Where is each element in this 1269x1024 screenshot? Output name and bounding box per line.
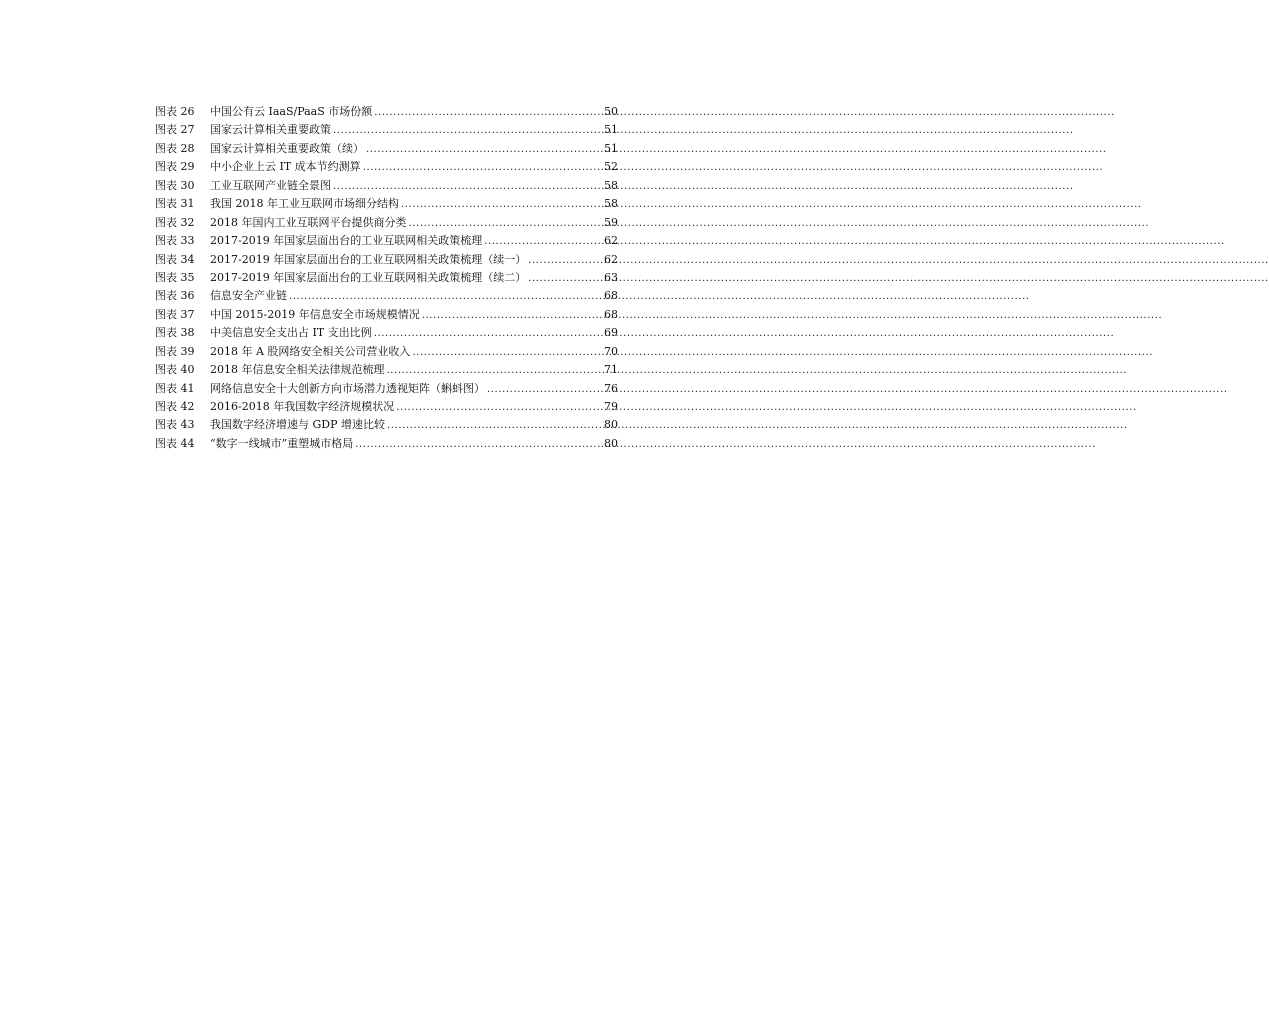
figure-label: 图表 37 (155, 307, 195, 321)
page-number: 80 (604, 418, 618, 432)
page-number: 68 (604, 289, 618, 303)
dot-leader (333, 177, 602, 196)
toc-entry-35[interactable] (155, 269, 618, 287)
page-number: 58 (604, 197, 618, 211)
figure-label: 图表 30 (155, 178, 195, 192)
figure-title: 工业互联网产业链全景图 (210, 178, 331, 192)
figure-title: 我国数字经济增速与 GDP 增速比较 (210, 418, 385, 432)
page-number: 62 (604, 234, 618, 248)
page-number: 69 (604, 326, 618, 340)
figure-label: 图表 26 (155, 105, 195, 118)
figure-title: “数字一线城市”重塑城市格局 (210, 436, 354, 450)
figure-title: 网络信息安全十大创新方向市场潜力透视矩阵（蝌蚪图） (210, 381, 485, 395)
figure-label: 图表 32 (155, 215, 195, 229)
figure-label: 图表 36 (155, 289, 195, 303)
dot-leader (409, 214, 603, 233)
figure-label: 图表 27 (155, 123, 195, 137)
toc-entry-38[interactable] (155, 324, 618, 342)
page-number: 59 (604, 215, 618, 229)
page-number: 71 (604, 363, 618, 377)
toc-entry-29[interactable] (155, 158, 618, 176)
dot-leader (363, 158, 602, 177)
dot-leader (366, 140, 602, 159)
figure-label: 图表 40 (155, 363, 195, 377)
dot-leader (387, 416, 602, 435)
toc-entry-39[interactable] (155, 343, 618, 361)
figure-title: 中美信息安全支出占 IT 支出比例 (210, 326, 372, 340)
dot-leader (374, 103, 602, 122)
toc-entry-34[interactable] (155, 251, 618, 269)
toc-entry-36[interactable] (155, 287, 618, 305)
dot-leader (422, 306, 602, 325)
dot-leader (333, 121, 602, 140)
figure-label: 图表 33 (155, 234, 195, 248)
figure-label: 图表 43 (155, 418, 195, 432)
dot-leader (374, 324, 602, 343)
page-number: 51 (604, 141, 618, 155)
list-of-figures (155, 103, 618, 453)
figure-label: 图表 41 (155, 381, 195, 395)
toc-entry-37[interactable] (155, 306, 618, 324)
toc-entry-26[interactable] (155, 103, 618, 121)
figure-title: 中小企业上云 IT 成本节约测算 (210, 160, 361, 174)
dot-leader (412, 343, 602, 362)
page-number: 79 (604, 400, 618, 413)
dot-leader (355, 435, 602, 454)
page-number: 76 (604, 381, 618, 395)
toc-entry-41[interactable] (155, 380, 618, 398)
toc-entry-27[interactable] (155, 121, 618, 139)
toc-entry-32[interactable] (155, 214, 618, 232)
figure-label: 图表 29 (155, 160, 195, 174)
dot-leader (528, 269, 602, 288)
figure-title: 国家云计算相关重要政策（续） (210, 141, 364, 155)
dot-leader (401, 195, 602, 214)
page-number: 63 (604, 270, 618, 284)
toc-entry-40[interactable] (155, 361, 618, 379)
figure-title: 中国公有云 IaaS/PaaS 市场份额 (210, 105, 373, 118)
figure-label: 图表 42 (155, 400, 195, 413)
dot-leader (396, 398, 602, 417)
figure-label: 图表 34 (155, 252, 195, 266)
figure-title: 我国 2018 年工业互联网市场细分结构 (210, 197, 399, 211)
figure-title: 信息安全产业链 (210, 289, 287, 303)
figure-title: 2017-2019 年国家层面出台的工业互联网相关政策梳理（续一） (210, 252, 527, 266)
page-number: 50 (604, 105, 618, 118)
figure-title: 国家云计算相关重要政策 (210, 123, 331, 137)
figure-label: 图表 28 (155, 141, 195, 155)
toc-entry-28[interactable] (155, 140, 618, 158)
figure-title: 2018 年国内工业互联网平台提供商分类 (210, 215, 407, 229)
toc-entry-31[interactable] (155, 195, 618, 213)
figure-label: 图表 38 (155, 326, 195, 340)
dot-leader (289, 287, 602, 306)
toc-entry-30[interactable] (155, 177, 618, 195)
page-number: 58 (604, 178, 618, 192)
page-number: 70 (604, 344, 618, 358)
figure-label: 图表 44 (155, 436, 195, 450)
toc-entry-43[interactable] (155, 416, 618, 434)
page-number: 68 (604, 307, 618, 321)
dot-leader (387, 361, 603, 380)
figure-title: 2017-2019 年国家层面出台的工业互联网相关政策梳理 (210, 234, 483, 248)
page-number: 51 (604, 123, 618, 137)
dot-leader (528, 251, 602, 270)
figure-title: 2017-2019 年国家层面出台的工业互联网相关政策梳理（续二） (210, 270, 527, 284)
toc-entry-44[interactable] (155, 435, 618, 453)
figure-label: 图表 31 (155, 197, 195, 211)
figure-title: 中国 2015-2019 年信息安全市场规模情况 (210, 307, 420, 321)
dot-leader (484, 232, 602, 251)
figure-label: 图表 35 (155, 270, 195, 284)
figure-title: 2018 年 A 股网络安全相关公司营业收入 (210, 344, 411, 358)
figure-title: 2018 年信息安全相关法律规范梳理 (210, 363, 385, 377)
page-number: 80 (604, 436, 618, 450)
toc-entry-42[interactable] (155, 398, 618, 416)
toc-entry-33[interactable] (155, 232, 618, 250)
dot-leader (487, 380, 602, 399)
figure-label: 图表 39 (155, 344, 195, 358)
figure-title: 2016-2018 年我国数字经济规模状况 (210, 400, 395, 413)
page-number: 52 (604, 160, 618, 174)
page-number: 62 (604, 252, 618, 266)
